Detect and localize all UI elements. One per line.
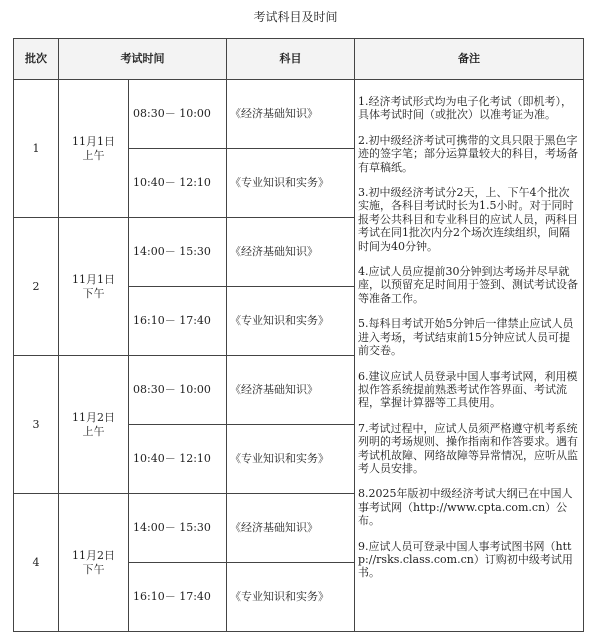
header-time: 考试时间 xyxy=(59,39,227,80)
date-text: 11月1日 xyxy=(72,134,115,148)
period-text: 下午 xyxy=(82,562,105,576)
batch-cell: 3 xyxy=(14,356,59,494)
table-header-row xyxy=(14,39,584,80)
time-cell: 14:00－ 15:30 xyxy=(129,494,227,563)
subject-cell: 《专业知识和实务》 xyxy=(227,149,355,218)
header-batch: 批次 xyxy=(14,39,59,80)
time-cell: 08:30－ 10:00 xyxy=(129,356,227,425)
period-text: 上午 xyxy=(82,424,105,438)
time-cell: 16:10－ 17:40 xyxy=(129,287,227,356)
date-cell xyxy=(59,80,129,218)
note-item: 6.建议应试人员登录中国人事考试网，利用模拟作答系统提前熟悉考试作答界面、考试流程，掌握计算器等工具使用。 xyxy=(358,369,578,410)
time-cell: 10:40－ 12:10 xyxy=(129,425,227,494)
table-row xyxy=(14,80,584,149)
batch-cell: 2 xyxy=(14,218,59,356)
subject-cell: 《专业知识和实务》 xyxy=(227,287,355,356)
note-item: 4.应试人员应提前30分钟到达考场并尽早就座，以预留充足时间用于签到、测试考试设备等准备工作。 xyxy=(358,265,578,305)
subject-cell: 《经济基础知识》 xyxy=(227,218,355,287)
time-cell: 14:00－ 15:30 xyxy=(129,218,227,287)
batch-cell: 4 xyxy=(14,494,59,632)
subject-cell: 《专业知识和实务》 xyxy=(227,563,355,632)
subject-cell: 《经济基础知识》 xyxy=(227,356,355,425)
note-item: 1.经济考试形式均为电子化考试（即机考），具体考试时间（或批次）以准考证为准。 xyxy=(358,95,572,122)
time-cell: 16:10－ 17:40 xyxy=(129,563,227,632)
note-item: 7.考试过程中，应试人员须严格遵守机考系统列明的考场规则、操作指南和作答要求。遇有考试机故障、网络故障等异常情况，应听从监考人员安排。 xyxy=(358,421,578,475)
note-item: 8.2025年版初中级经济考试大纲已在中国人事考试网（http://www.cpta.com.cn）公布。 xyxy=(358,487,573,528)
period-text: 下午 xyxy=(82,286,105,300)
note-item: 3.初中级经济考试分2天，上、下午4个批次实施，各科目考试时长为1.5小时。对于同时报考公共科目和专业科目的应试人员，两科目考试在同1批次内分2个场次连续组织，间隔时间为40分钟。 xyxy=(358,186,578,253)
period-text: 上午 xyxy=(82,148,105,162)
subject-cell: 《经济基础知识》 xyxy=(227,80,355,149)
note-item: 5.每科目考试开始5分钟后一律禁止应试人员进入考场，考试结束前15分钟应试人员可提前交卷。 xyxy=(358,317,574,358)
batch-cell: 1 xyxy=(14,80,59,218)
date-text: 11月2日 xyxy=(72,548,115,562)
subject-cell: 《经济基础知识》 xyxy=(227,494,355,563)
date-text: 11月2日 xyxy=(72,410,115,424)
notes-cell xyxy=(355,80,584,632)
date-cell xyxy=(59,218,129,356)
page-title: 考试科目及时间 xyxy=(253,10,338,24)
exam-schedule-table xyxy=(13,38,584,632)
note-item: 2.初中级经济考试可携带的文具只限于黑色字迹的签字笔；部分运算量较大的科目，考场备有草稿纸。 xyxy=(358,133,578,174)
subject-cell: 《专业知识和实务》 xyxy=(227,425,355,494)
note-item: 9.应试人员可登录中国人事考试图书网（http://rsks.class.com.cn）订购初中级考试用书。 xyxy=(358,539,573,580)
header-subject: 科目 xyxy=(227,39,355,80)
date-text: 11月1日 xyxy=(72,272,115,286)
time-cell: 08:30－ 10:00 xyxy=(129,80,227,149)
date-cell xyxy=(59,356,129,494)
time-cell: 10:40－ 12:10 xyxy=(129,149,227,218)
date-cell xyxy=(59,494,129,632)
header-notes: 备注 xyxy=(355,39,584,80)
